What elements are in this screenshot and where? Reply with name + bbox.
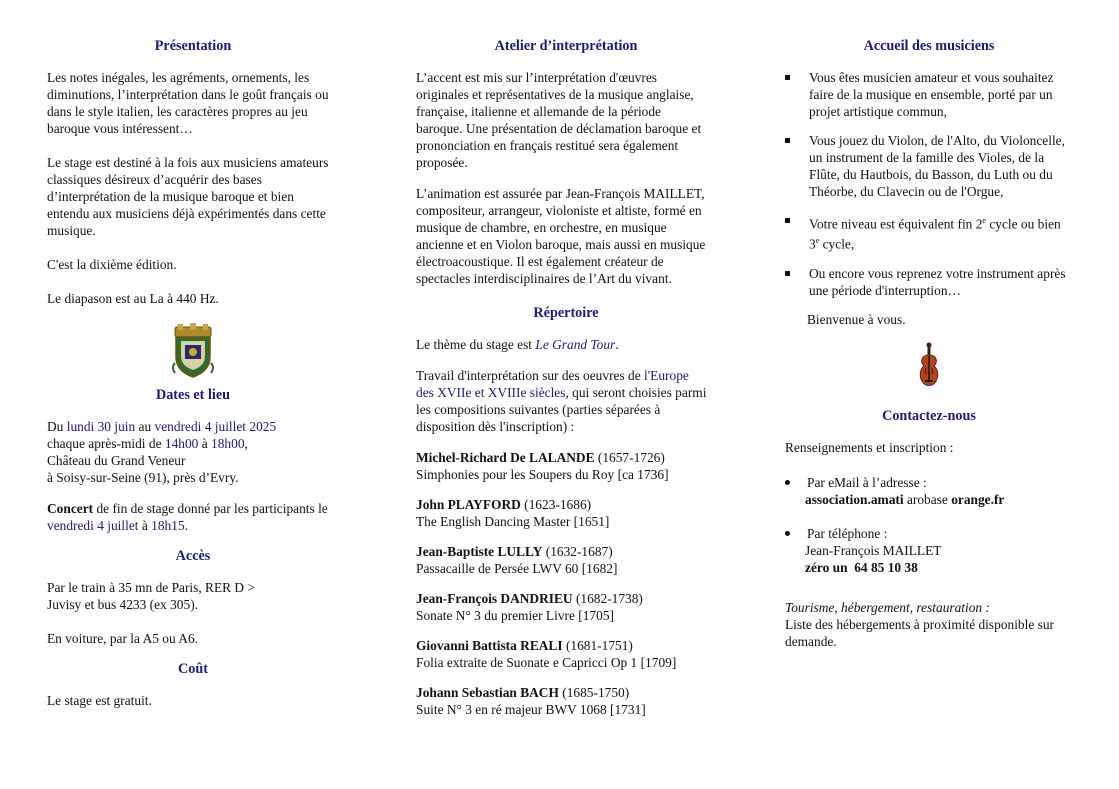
square-bullet-icon xyxy=(785,218,790,223)
list-item: Vous jouez du Violon, de l'Alto, du Violoncelle, un instrument de la famille des Violes, de la Flûte, du Hautbois, du Basson, du Luth ou du Théorbe, du Clavecin ou de l'Orgue, xyxy=(785,132,1073,200)
acces-heading: Accès xyxy=(175,548,211,564)
period-highlight: l'Europe des XVIIe et XVIIIe siècles xyxy=(416,368,689,400)
piece-title: Suite N° 3 en ré majeur BWV 1068 [1731] xyxy=(416,702,646,717)
composer-name: Michel-Richard De LALANDE xyxy=(416,450,595,465)
atelier-paragraph-1: L’accent est mis sur l’interprétation d'œuvres originales et représentatives de la musique anglaise, française, italienne et allemande de la période baroque. Une présentation de déclamation baroque et prononciation en français restitué sera également proposée. xyxy=(416,70,702,170)
theme-paragraph: Le thème du stage est Le Grand Tour. xyxy=(416,337,619,352)
concert-day: vendredi 4 juillet xyxy=(47,518,139,533)
atelier-heading: Atelier d’interprétation xyxy=(494,38,638,54)
theme-title: Le Grand Tour xyxy=(535,337,616,352)
email-domain: orange.fr xyxy=(951,491,1005,507)
list-item xyxy=(416,590,716,624)
composer-dates: (1623-1686) xyxy=(524,497,592,512)
presentation-paragraph-2: Le stage est destiné à la fois aux musiciens amateurs classiques désireux d’acquérir des bases d’interprétation de la musique baroque et bien entendu aux musiciens déjà expérimentés dans cette musique. xyxy=(47,155,329,238)
tourism-text: Liste des hébergements à proximité disponible sur demande. xyxy=(785,616,1054,649)
end-date: vendredi 4 juillet 2025 xyxy=(154,419,277,434)
presentation-paragraph-1: Les notes inégales, les agréments, ornements, les diminutions, l’interprétation dans le goût français ou dans le style italien, les caractères propres au jeu baroque vous intéressent… xyxy=(47,70,329,136)
concert-time: 18h15 xyxy=(151,518,185,533)
violin-icon xyxy=(785,342,1073,398)
round-bullet-icon xyxy=(785,531,790,536)
piece-title: Folia extraite de Suonate e Capricci Op 1 [1709] xyxy=(416,655,677,670)
coat-of-arms-icon xyxy=(47,323,339,379)
presentation-paragraph-3: C'est la dixième édition. xyxy=(47,257,177,272)
square-bullet-icon xyxy=(785,75,790,80)
contact-heading: Contactez-nous xyxy=(882,407,976,424)
piece-title: Passacaille de Persée LWV 60 [1682] xyxy=(416,561,618,576)
repertoire-intro: Travail d'interprétation sur des oeuvres de l'Europe des XVIIe et XVIIIe siècles, qui seront choisies parmi les compositions suivantes (parties séparées à disposition dès l'inscription) : xyxy=(416,368,707,434)
composer-dates: (1657-1726) xyxy=(597,450,665,465)
composer-name: Jean-François DANDRIEU xyxy=(416,591,573,606)
square-bullet-icon xyxy=(785,138,790,143)
composer-name: John PLAYFORD xyxy=(416,497,521,512)
list-item: Par téléphone : Jean-François MAILLET zéro un 64 85 10 38 xyxy=(785,525,1073,576)
composer-name: Johann Sebastian BACH xyxy=(416,685,559,700)
composer-dates: (1682-1738) xyxy=(575,591,643,606)
list-item xyxy=(416,496,716,530)
list-item xyxy=(416,449,716,483)
contact-intro: Renseignements et inscription : xyxy=(785,439,954,455)
list-item xyxy=(416,637,716,671)
composer-dates: (1685-1750) xyxy=(562,685,630,700)
list-item: Par eMail à l’adresse : association.amati arobase orange.fr xyxy=(785,474,1073,508)
round-bullet-icon xyxy=(785,480,790,485)
composer-dates: (1632-1687) xyxy=(545,544,613,559)
column-left xyxy=(47,38,339,709)
concert-paragraph: Concert de fin de stage donné par les participants le vendredi 4 juillet à 18h15. xyxy=(47,501,328,533)
composer-name: Giovanni Battista REALI xyxy=(416,638,563,653)
square-bullet-icon xyxy=(785,271,790,276)
time-to: 18h00 xyxy=(211,436,245,451)
piece-title: Sonate N° 3 du premier Livre [1705] xyxy=(416,608,614,623)
cout-heading: Coût xyxy=(178,661,208,677)
piece-title: Simphonies pour les Soupers du Roy [ca 1736] xyxy=(416,467,669,482)
works-list xyxy=(416,449,716,718)
welcome-text: Bienvenue à vous. xyxy=(807,311,906,327)
accueil-heading: Accueil des musiciens xyxy=(863,38,995,54)
composer-dates: (1681-1751) xyxy=(565,638,633,653)
start-date: lundi 30 juin xyxy=(66,419,136,434)
list-item: Ou encore vous reprenez votre instrument après une période d'interruption… xyxy=(785,265,1073,299)
list-item: Vous êtes musicien amateur et vous souhaitez faire de la musique en ensemble, porté par un projet artistique commun, xyxy=(785,69,1073,120)
time-from: 14h00 xyxy=(164,436,199,451)
dates-heading: Dates et lieu xyxy=(155,387,231,403)
acces-paragraph-1: Par le train à 35 mn de Paris, RER D > Juvisy et bus 4233 (ex 305). xyxy=(47,580,256,612)
concert-label: Concert xyxy=(47,501,94,516)
tourism-title: Tourisme, hébergement, restauration : xyxy=(785,599,990,615)
acces-paragraph-2: En voiture, par la A5 ou A6. xyxy=(47,631,198,646)
repertoire-heading: Répertoire xyxy=(533,305,599,321)
presentation-heading: Présentation xyxy=(154,38,232,54)
phone-number: zéro un 64 85 10 38 xyxy=(805,559,918,575)
accueil-list xyxy=(785,69,1073,299)
place-line-2: à Soisy-sur-Seine (91), près d’Evry. xyxy=(47,470,239,485)
cout-paragraph: Le stage est gratuit. xyxy=(47,693,152,708)
column-right xyxy=(785,38,1073,650)
contact-list xyxy=(785,474,1073,576)
email-user: association.amati xyxy=(805,491,904,507)
phone-name: Jean-François MAILLET xyxy=(805,542,942,558)
dates-paragraph: Du lundi 30 juin au vendredi 4 juillet 2025 chaque après-midi de 14h00 à 18h00, Château du Grand Veneur à Soisy-sur-Seine (91), près d’Evry. xyxy=(47,419,277,485)
composer-name: Jean-Baptiste LULLY xyxy=(416,544,543,559)
list-item xyxy=(416,684,716,718)
atelier-paragraph-2: L’animation est assurée par Jean-François MAILLET, compositeur, arrangeur, violoniste et altiste, formé en musique de chambre, en orchestre, en musique ancienne et en Violon baroque, mais aussi en musique électroacoustique. Il est également créateur de spectacles interdisciplinaires de l’Art du vivant. xyxy=(416,186,706,286)
piece-title: The English Dancing Master [1651] xyxy=(416,514,610,529)
list-item: Votre niveau est équivalent fin 2e cycle ou bien 3e cycle, xyxy=(785,212,1073,253)
list-item xyxy=(416,543,716,577)
column-middle xyxy=(416,38,716,731)
presentation-paragraph-4: Le diapason est au La à 440 Hz. xyxy=(47,291,219,306)
place-line-1: Château du Grand Veneur xyxy=(47,453,186,468)
